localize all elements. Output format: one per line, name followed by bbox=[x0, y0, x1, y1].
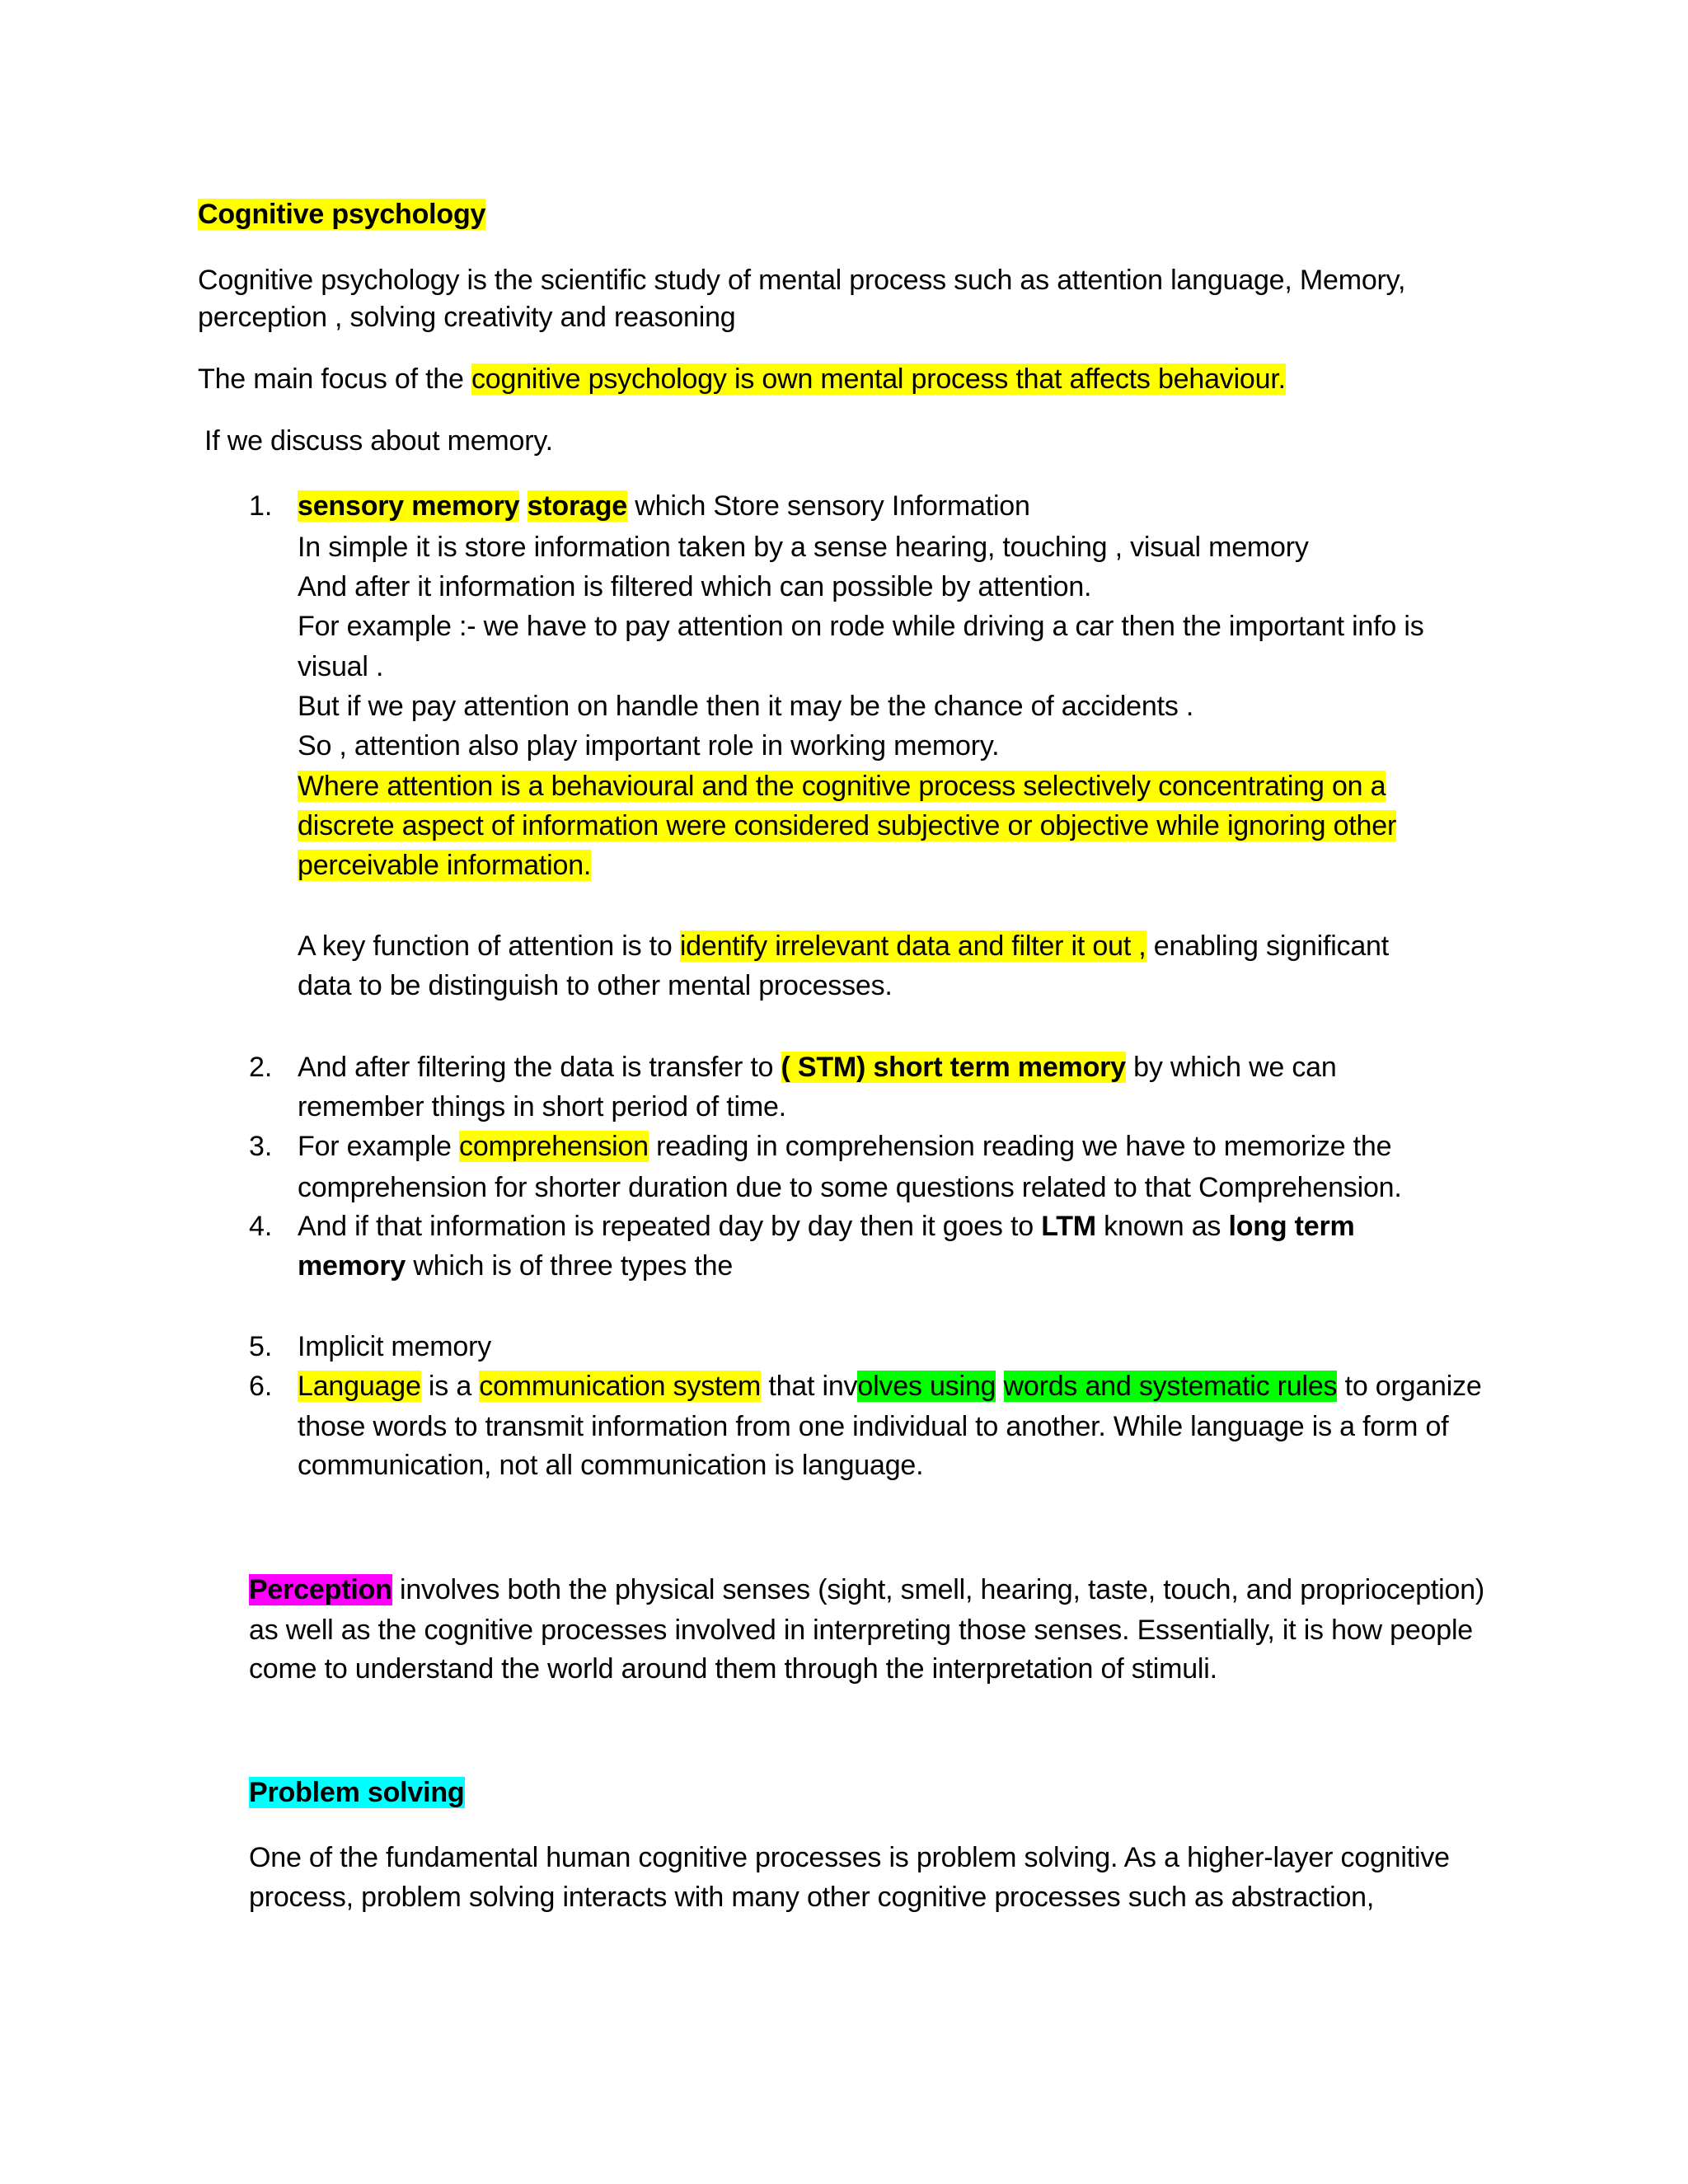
list-item-6-line-1: Language is a communication system that involves using words and systematic rules to organize bbox=[298, 1371, 1482, 1402]
list-item-4-line-2: memory which is of three types the bbox=[298, 1250, 734, 1282]
list-item-6-line-2: those words to transmit information from one individual to another. While language is a form of bbox=[298, 1411, 1449, 1442]
list-item-1-line-5: visual . bbox=[298, 651, 384, 682]
list-number: 3. bbox=[249, 1131, 273, 1162]
attention-definition-line-2: discrete aspect of information were considered subjective or objective while ignoring other bbox=[298, 810, 1397, 841]
key-function-line-1: A key function of attention is to identify irrelevant data and filter it out , enabling significant bbox=[298, 930, 1390, 962]
perception-line-2: as well as the cognitive processes involved in interpreting those senses. Essentially, it is how people bbox=[249, 1615, 1474, 1646]
perception-line-1: Perception involves both the physical senses (sight, smell, hearing, taste, touch, and proprioception) bbox=[249, 1574, 1485, 1605]
list-item-1-line-4: For example :- we have to pay attention on rode while driving a car then the important info is bbox=[298, 611, 1424, 642]
list-item-2-line-1: And after filtering the data is transfer to ( STM) short term memory by which we can bbox=[298, 1052, 1337, 1083]
list-number: 6. bbox=[249, 1371, 273, 1402]
discuss-line: If we discuss about memory. bbox=[204, 425, 553, 457]
list-item-3-line-2: comprehension for shorter duration due to some questions related to that Comprehension. bbox=[298, 1172, 1402, 1203]
focus-line: The main focus of the cognitive psychology is own mental process that affects behaviour. bbox=[198, 363, 1286, 395]
list-item-3-line-1: For example comprehension reading in comprehension reading we have to memorize the bbox=[298, 1131, 1392, 1162]
problem-solving-heading: Problem solving bbox=[249, 1777, 465, 1808]
intro-line-2: perception , solving creativity and reasoning bbox=[198, 302, 736, 333]
list-number: 5. bbox=[249, 1331, 273, 1362]
list-item-6-line-3: communication, not all communication is language. bbox=[298, 1450, 924, 1481]
perception-line-3: come to understand the world around them through the interpretation of stimuli. bbox=[249, 1653, 1217, 1685]
attention-definition-line-3: perceivable information. bbox=[298, 850, 592, 881]
list-item-1-line-1: sensory memory storage which Store sensory Information bbox=[298, 490, 1030, 522]
list-item-4-line-1: And if that information is repeated day by day then it goes to LTM known as long term bbox=[298, 1211, 1355, 1242]
problem-solving-line-2: process, problem solving interacts with many other cognitive processes such as abstraction, bbox=[249, 1882, 1375, 1913]
document-title: Cognitive psychology bbox=[198, 199, 486, 230]
list-item-2-line-2: remember things in short period of time. bbox=[298, 1091, 786, 1122]
perception-highlight: Perception bbox=[249, 1574, 392, 1605]
list-item-1-line-3: And after it information is filtered which can possible by attention. bbox=[298, 571, 1092, 602]
list-number: 4. bbox=[249, 1211, 273, 1242]
list-item-1-line-6: But if we pay attention on handle then it may be the chance of accidents . bbox=[298, 691, 1194, 722]
attention-definition-line-1: Where attention is a behavioural and the cognitive process selectively concentrating on a bbox=[298, 771, 1386, 802]
list-number: 2. bbox=[249, 1052, 273, 1083]
problem-solving-line-1: One of the fundamental human cognitive processes is problem solving. As a higher-layer cognitive bbox=[249, 1842, 1450, 1873]
intro-line-1: Cognitive psychology is the scientific study of mental process such as attention language, Memory, bbox=[198, 265, 1406, 296]
focus-highlight: cognitive psychology is own mental process that affects behaviour. bbox=[471, 363, 1286, 395]
list-item-1-line-2: In simple it is store information taken by a sense hearing, touching , visual memory bbox=[298, 532, 1309, 563]
list-item-1-line-7: So , attention also play important role in working memory. bbox=[298, 730, 1000, 762]
list-number: 1. bbox=[249, 490, 273, 522]
key-function-line-2: data to be distinguish to other mental processes. bbox=[298, 970, 893, 1001]
list-item-5: Implicit memory bbox=[298, 1331, 492, 1362]
